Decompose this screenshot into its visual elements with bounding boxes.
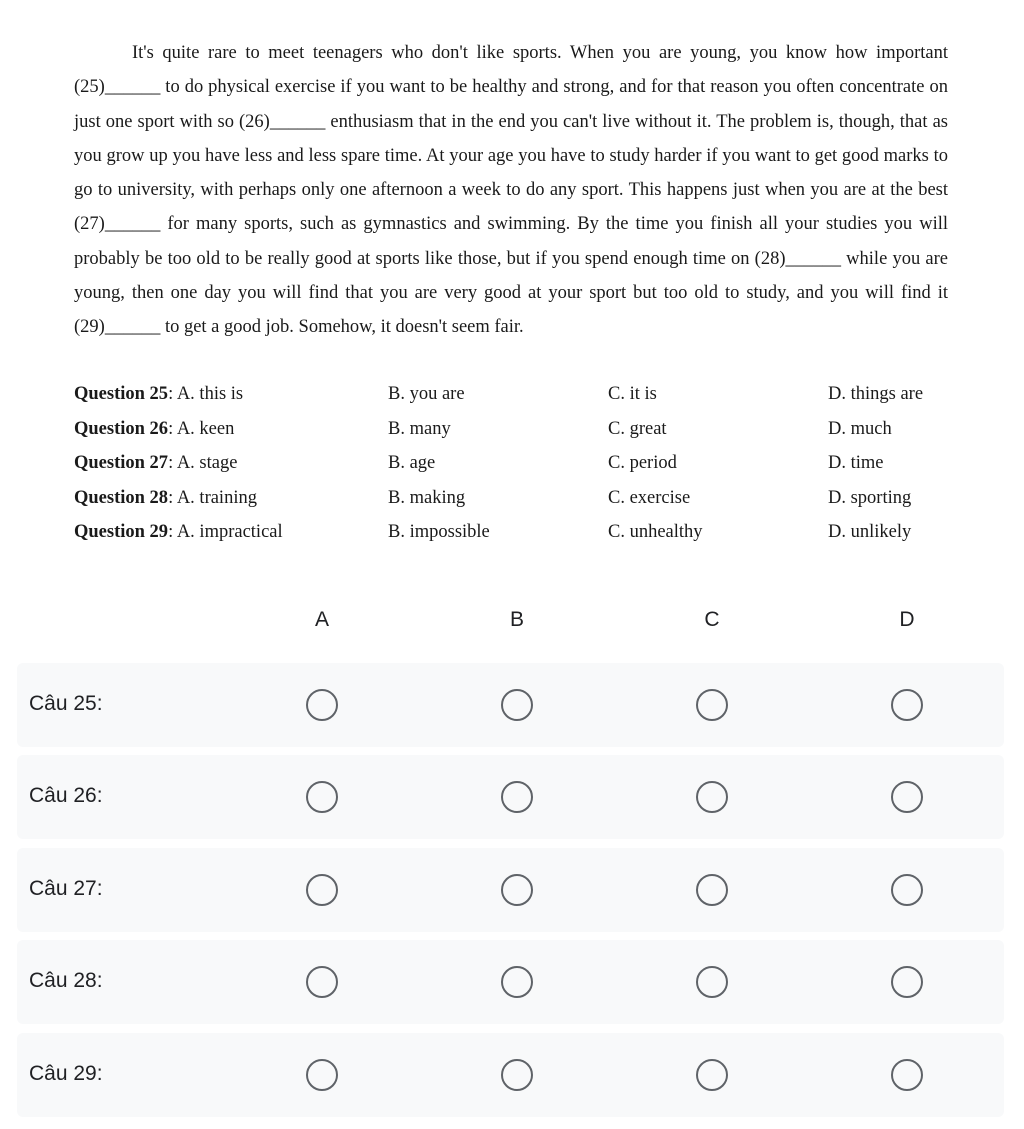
answer-row-27	[17, 848, 1004, 932]
radio-25-d[interactable]	[891, 689, 923, 721]
radio-28-a[interactable]	[306, 966, 338, 998]
row-label: Câu 29:	[29, 1062, 103, 1085]
radio-27-c[interactable]	[696, 874, 728, 906]
radio-25-b[interactable]	[501, 689, 533, 721]
radio-25-a[interactable]	[306, 689, 338, 721]
option-a: A. this is	[176, 384, 244, 404]
question-label: Question 27	[74, 453, 169, 474]
option-b: B. you are	[388, 384, 465, 404]
option-d: D. things are	[828, 384, 924, 404]
question-label: Question 28	[74, 487, 169, 508]
option-a: A. impractical	[176, 522, 283, 543]
question-row: Question 29: A. impractical B. impossible C. unhealthy D. unlikely	[74, 522, 912, 543]
option-d: D. time	[828, 453, 884, 474]
radio-28-b[interactable]	[501, 966, 533, 998]
option-c: C. exercise	[608, 487, 691, 508]
option-a: A. training	[176, 487, 257, 508]
question-options-list	[74, 380, 948, 553]
question-label: Question 25	[74, 384, 169, 404]
radio-29-b[interactable]	[501, 1059, 533, 1091]
question-row: Question 27: A. stage B. age C. period D. time	[74, 453, 884, 474]
radio-26-a[interactable]	[306, 781, 338, 813]
radio-25-c[interactable]	[696, 689, 728, 721]
option-c: C. it is	[608, 384, 657, 404]
option-b: B. impossible	[388, 522, 490, 543]
column-header-a: A	[314, 608, 329, 631]
row-label: Câu 28:	[29, 969, 103, 992]
option-c: C. period	[608, 453, 677, 474]
option-c: C. great	[608, 418, 667, 439]
radio-29-d[interactable]	[891, 1059, 923, 1091]
option-a: A. keen	[176, 418, 235, 439]
radio-29-a[interactable]	[306, 1059, 338, 1091]
radio-26-c[interactable]	[696, 781, 728, 813]
option-b: B. making	[388, 487, 466, 508]
radio-27-b[interactable]	[501, 874, 533, 906]
radio-26-b[interactable]	[501, 781, 533, 813]
answer-row-28	[17, 940, 1004, 1024]
question-label: Question 29	[74, 522, 169, 543]
option-b: B. age	[388, 453, 436, 474]
answer-row-26	[17, 755, 1004, 839]
option-b: B. many	[388, 418, 451, 439]
answer-grid-header	[0, 606, 1024, 636]
option-a: A. stage	[176, 453, 238, 474]
radio-27-d[interactable]	[891, 874, 923, 906]
column-header-c: C	[704, 608, 720, 631]
radio-27-a[interactable]	[306, 874, 338, 906]
reading-passage	[74, 36, 948, 345]
radio-29-c[interactable]	[696, 1059, 728, 1091]
column-header-d: D	[899, 608, 915, 631]
row-label: Câu 26:	[29, 784, 103, 807]
passage-text: It's quite rare to meet teenagers who don't like sports. When you are young, you know how important (25)______ to do physical exercise if you want to be healthy and strong, and for that reason you often concentrate on just one sport with so (26)______ enthusiasm that in the end you can't live without it. The problem is, though, that as you grow up you have less and less spare time. At your age you have to study harder if you want to get good marks to go to university, with perhaps only one afternoon a week to do any sport. This happens just when you are at the best (27)______ for many sports, such as gymnastics and swimming. By the time you finish all your studies you will probably be too old to be really good at sports like those, but if you spend enough time on (28)______ while you are young, then one day you will find that you are very good at your sport but too old to study, and you will find it (29)______ to get a good job. Somehow, it doesn't seem fair.	[74, 43, 948, 338]
column-header-b: B	[509, 608, 524, 631]
question-row: Question 25: A. this is B. you are C. it is D. things are	[74, 384, 924, 404]
row-label: Câu 27:	[29, 877, 103, 900]
option-c: C. unhealthy	[608, 522, 703, 543]
question-label: Question 26	[74, 418, 169, 439]
option-d: D. unlikely	[828, 522, 912, 543]
answer-row-29	[17, 1033, 1004, 1117]
option-d: D. sporting	[828, 487, 912, 508]
answer-row-25	[17, 663, 1004, 747]
radio-28-d[interactable]	[891, 966, 923, 998]
radio-28-c[interactable]	[696, 966, 728, 998]
row-label: Câu 25:	[29, 692, 103, 715]
question-row: Question 28: A. training B. making C. exercise D. sporting	[74, 487, 912, 508]
radio-26-d[interactable]	[891, 781, 923, 813]
question-row: Question 26: A. keen B. many C. great D. much	[74, 418, 892, 439]
option-d: D. much	[828, 418, 892, 439]
